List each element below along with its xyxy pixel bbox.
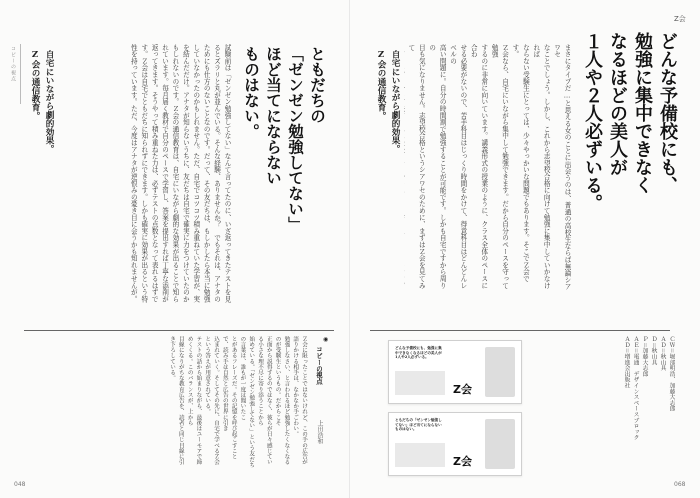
ad-thumb-illustration bbox=[485, 347, 515, 397]
right-page bbox=[350, 0, 700, 498]
ad-thumb-headline: どんな予備校にも、勉強に集中できなくなるほどの美人が1人や2人必ずいる。 bbox=[395, 346, 442, 360]
commentary-bullet: ◉ bbox=[323, 336, 329, 343]
left-lead: 自宅にいながら劇的効果。 Z会の通信教育。 bbox=[30, 50, 54, 154]
credits-top-rule bbox=[370, 330, 670, 331]
ad-thumb-body-block bbox=[395, 443, 445, 467]
section-tab: コピーの視点 bbox=[10, 46, 16, 82]
ad-thumb-headline: ともだちの「ゼンゼン勉強してない」ほど当てにならないものはない。 bbox=[395, 418, 442, 432]
left-page-number: 048 bbox=[14, 481, 26, 488]
commentary-top-rule bbox=[24, 330, 334, 331]
ad-credits: ＣＷ＝堀部明浩、加藤大志郎 ＡＤ＝秋山具 Ｄ＝秋山具 Ｐ＝加藤大志郎 ＡＥ＝電通 デザインスペースブロック ＡＤ＝増進会出版社 bbox=[623, 336, 674, 441]
left-headline: ともだちの 「ゼンゼン勉強してない」 ほど当てにならない ものはない。 bbox=[242, 46, 327, 232]
left-body-text: 試験前は「ゼンゼン勉強してない」なんて言ってたのに、いざ返ってきたテストを見 るとズラリと丸が並んでいる。そんな経験、ありませんか？ でもそれは、アナタの ためにも仕方のないことなのです。だって、その友だちは、もしかしたら本当に勉強 していなかったのかもしれません。ただ、自宅でコツコツ積み重ねていた学習が、実 を結んだだけ。アナタが知らないうちに、友だちは自宅で確実に力をつけていたのか もしれないのです。Ｚ会の通信教育は、自宅にいながら劇的な効果が出ることで知ら れています。毎月届く教材で自分のペースで学習し、答案を提出すれば丁寧な添削が 返ってきます。そうやって積み重ねた力は、必ずテストの点数となって表れるはずで す。Ｚ会は自宅でともだちに知られずにできます。しかも確実に効果が出るという特 性を持っています。ただ、今度はアナタが逆恨みの憂き目に会うかも知れませんが。 bbox=[129, 44, 231, 303]
commentary-body: Ｚ会に限ったことではないけれど、この手の広告が語りかける相手は、なかなか手ごわい。 勉強しなさい、と言われるほど勉強したくなくなるのが受験生というもの。だからこそ 正面から説得するのではなく、彼らが日々感じている小さな理不尽に寄り添うことから 始めている。「ゼンゼン勉強してない」という友だちの言葉は、誰もが一度は聞いたこ とがあるフレーズだ。その記憶を呼び起こすことで、読み手は自然と広告の世界に引き 込まれていく。そしてその先に、自宅で学べるＺ会という答えが用意されている。 テストの話から始まりながら、最後はユーモアで締めくくる。このバランスが、上から 目線になりがちな教育広告を、読者と同じ目線に引き下ろしている。 bbox=[169, 336, 307, 468]
tab-divider bbox=[20, 44, 21, 104]
ad-thumbnail bbox=[388, 340, 522, 404]
ad-thumbnail bbox=[388, 412, 522, 476]
ad-thumb-logo: Z会 bbox=[453, 455, 472, 468]
commentary-author: 上田浩和 bbox=[316, 420, 323, 444]
right-body-text: まさにタイプだ…と思える女のことに出会うのは、普通の高校生ならば無論シアワセ なことでしょう。しかし、これから志望校合格に向けて勉強に集中していかなければ ならない受験生にとっては、少々やっかいな問題でもあります。そこでＺ会です。 Ｚ会なら、自宅にいながら集中して勉強できます。だから自分のペースを守って勉強 するのに非常に向いています。講義形式の授業のように、クラス全体のペースに合わ せる必要がないので、苦手科目はじっくり時間をかけて、得意科目はどんどんレベルの 高い問題に。自分の時間割で勉強することが可能です。しかも自宅ですから周りの 目も気になりません。志望校合格というシアワセのために、まずはＺ会を見てみて bbox=[406, 44, 571, 291]
commentary-heading: コピーの視点 bbox=[315, 346, 323, 385]
z-kai-logo-mark: Z会 bbox=[674, 15, 686, 23]
right-page-number: 068 bbox=[674, 481, 686, 488]
ad-thumb-illustration bbox=[485, 419, 515, 469]
right-lead: 自宅にいながら劇的効果。 Z会の通信教育。 bbox=[376, 50, 400, 154]
ad-thumb-body-block bbox=[395, 371, 445, 395]
ad-thumb-logo: Z会 bbox=[453, 383, 472, 396]
right-headline: どんな予備校にも、 勉強に集中できなく なるほどの美人が １人や２人必ずいる。 bbox=[582, 32, 678, 212]
